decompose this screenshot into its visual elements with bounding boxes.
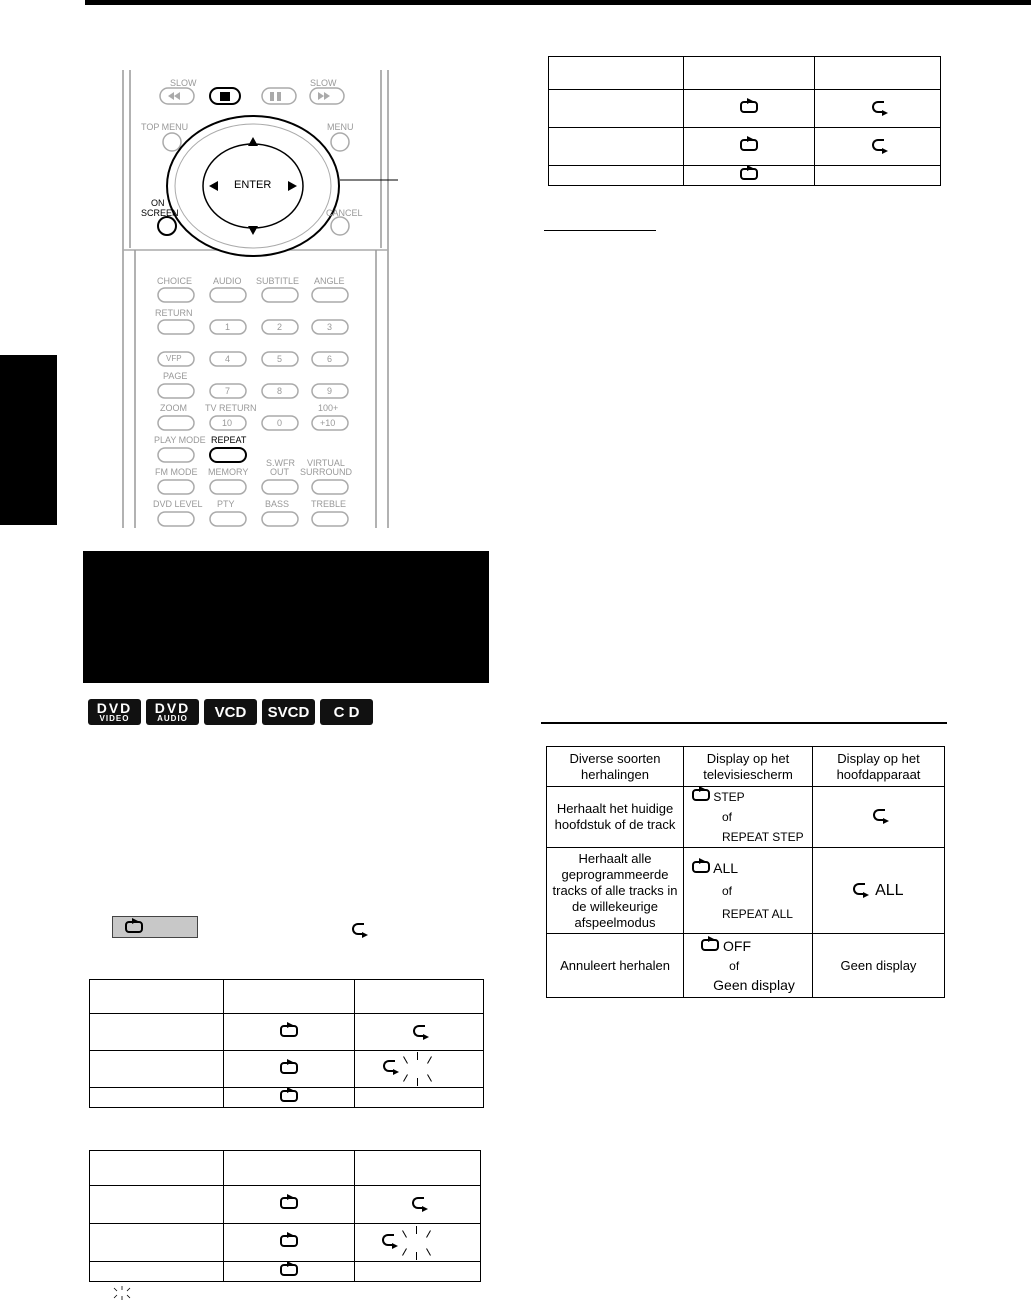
repeat-icon xyxy=(692,861,710,873)
tv-display-step xyxy=(692,787,804,847)
tv-or-label: of xyxy=(729,958,740,973)
remote-label-zoom: ZOOM xyxy=(160,403,187,413)
remote-label-top-menu: TOP MENU xyxy=(141,122,189,132)
remote-label-on: ON xyxy=(151,198,165,208)
on-screen-repeat-bar xyxy=(112,916,198,938)
remote-key-4: 4 xyxy=(225,354,231,364)
remote-label-menu: MENU xyxy=(327,122,354,132)
remote-label-slow-minus: SLOW xyxy=(170,78,197,88)
remote-label-cancel: CANCEL xyxy=(326,208,363,218)
dvd-audio-logo-sub: AUDIO xyxy=(157,714,188,723)
top-rule xyxy=(85,0,1031,5)
remote-label-memory: MEMORY xyxy=(208,467,249,477)
loop-icon xyxy=(383,1060,395,1072)
remote-key-3: 3 xyxy=(327,322,333,332)
dvd-audio-logo-text: DVD xyxy=(154,700,191,716)
loop-icon xyxy=(872,101,884,113)
remote-key-0: 0 xyxy=(277,418,283,428)
dvd-audio-logo xyxy=(146,699,199,725)
dvd-video-logo-sub: VIDEO xyxy=(99,714,130,723)
tv-no-display-label: Geen display xyxy=(713,976,795,993)
repeat-icon xyxy=(280,1197,298,1209)
repeat-icon xyxy=(280,1090,298,1102)
dvd-video-logo xyxy=(88,699,141,725)
remote-label-vfp: VFP xyxy=(166,354,182,363)
disc-type-logos xyxy=(88,699,373,725)
remote-label-subtitle: SUBTITLE xyxy=(256,276,300,286)
remote-label-angle: ANGLE xyxy=(314,276,345,286)
remote-label-swfr: S.WFR xyxy=(266,458,295,468)
remote-label-page: PAGE xyxy=(163,371,188,381)
remote-label-return: RETURN xyxy=(155,308,193,318)
remote-label-tv-return: TV RETURN xyxy=(205,403,257,413)
left-table-2 xyxy=(89,1150,481,1282)
remote-key-plus10: +10 xyxy=(320,418,336,428)
section-heading-box xyxy=(83,551,489,683)
tv-display-all xyxy=(692,857,793,925)
vcd-logo: VCD xyxy=(204,699,257,725)
tv-or-label: of xyxy=(722,810,733,824)
header-main-display: Display op het hoofdapparaat xyxy=(813,747,945,787)
blinking-indicator-icon xyxy=(395,1052,455,1086)
repeat-icon xyxy=(125,921,143,933)
row-current-chapter: Herhaalt het huidige hoofdstuk of de track xyxy=(547,787,684,848)
remote-label-bass: BASS xyxy=(265,499,290,509)
remote-label-dvd-level: DVD LEVEL xyxy=(153,499,203,509)
remote-label-surround: SURROUND xyxy=(300,467,353,477)
repeat-icon xyxy=(740,101,758,113)
section-divider xyxy=(541,722,947,724)
remote-label-treble: TREBLE xyxy=(311,499,347,509)
loop-icon xyxy=(382,1234,394,1246)
remote-label-play-mode: PLAY MODE xyxy=(154,435,206,445)
remote-key-1: 1 xyxy=(225,322,231,332)
tv-display-off xyxy=(701,937,795,995)
top-right-table xyxy=(548,56,941,186)
repeat-icon xyxy=(692,789,710,801)
tv-repeat-all-label: REPEAT ALL xyxy=(722,906,793,921)
remote-key-5: 5 xyxy=(277,354,283,364)
main-all-label: ALL xyxy=(875,881,904,899)
header-tv-display: Display op het televisiescherm xyxy=(684,747,813,787)
row-all-tracks: Herhaalt alle geprogrammeerde tracks of alle tracks in de willekeurige afspeelmodus xyxy=(547,848,684,934)
loop-icon xyxy=(412,1197,424,1209)
left-table-1 xyxy=(89,979,484,1108)
repeat-icon xyxy=(280,1235,298,1247)
remote-label-screen: SCREEN xyxy=(141,208,179,218)
tv-step-label: STEP xyxy=(713,790,745,804)
header-repeat-types: Diverse soorten herhalingen xyxy=(547,747,684,787)
repeat-icon xyxy=(280,1264,298,1276)
underline-rule xyxy=(544,230,656,231)
remote-label-repeat: REPEAT xyxy=(211,435,247,445)
remote-key-10: 10 xyxy=(222,418,233,428)
remote-label-slow-plus: SLOW xyxy=(310,78,337,88)
remote-key-2: 2 xyxy=(277,322,283,332)
remote-label-choice: CHOICE xyxy=(157,276,193,286)
tv-off-label: OFF xyxy=(723,937,752,954)
svcd-logo: SVCD xyxy=(262,699,315,725)
cd-logo: C D xyxy=(320,699,373,725)
remote-key-8: 8 xyxy=(277,386,283,396)
repeat-icon xyxy=(740,139,758,151)
loop-icon xyxy=(872,139,884,151)
repeat-icon xyxy=(701,939,719,951)
loop-icon xyxy=(873,809,885,821)
remote-label-100plus: 100+ xyxy=(318,403,339,413)
remote-key-9: 9 xyxy=(327,386,333,396)
remote-label-virtual: VIRTUAL xyxy=(307,458,345,468)
remote-label-audio: AUDIO xyxy=(213,276,242,286)
main-no-display: Geen display xyxy=(813,934,945,998)
dvd-video-logo-text: DVD xyxy=(96,700,133,716)
row-cancel-repeat: Annuleert herhalen xyxy=(547,934,684,998)
blinking-indicator-icon xyxy=(394,1226,454,1260)
remote-label-pty: PTY xyxy=(217,499,235,509)
repeat-icon xyxy=(740,168,758,180)
tv-all-label: ALL xyxy=(713,859,739,876)
remote-key-7: 7 xyxy=(225,386,231,396)
remote-label-enter: ENTER xyxy=(234,179,272,191)
tv-repeat-step-label: REPEAT STEP xyxy=(722,830,804,844)
remote-label-fm-mode: FM MODE xyxy=(155,467,198,477)
repeat-icon xyxy=(280,1062,298,1074)
loop-icon xyxy=(352,923,364,935)
remote-key-6: 6 xyxy=(327,354,333,364)
tv-or-label: of xyxy=(722,883,733,898)
loop-icon xyxy=(853,883,865,895)
loop-icon xyxy=(413,1025,425,1037)
repeat-modes-table xyxy=(546,746,945,998)
remote-label-swfr-out: OUT xyxy=(270,467,289,477)
repeat-icon xyxy=(280,1025,298,1037)
blinking-legend-icon xyxy=(110,1286,134,1300)
language-side-tab xyxy=(0,355,57,525)
